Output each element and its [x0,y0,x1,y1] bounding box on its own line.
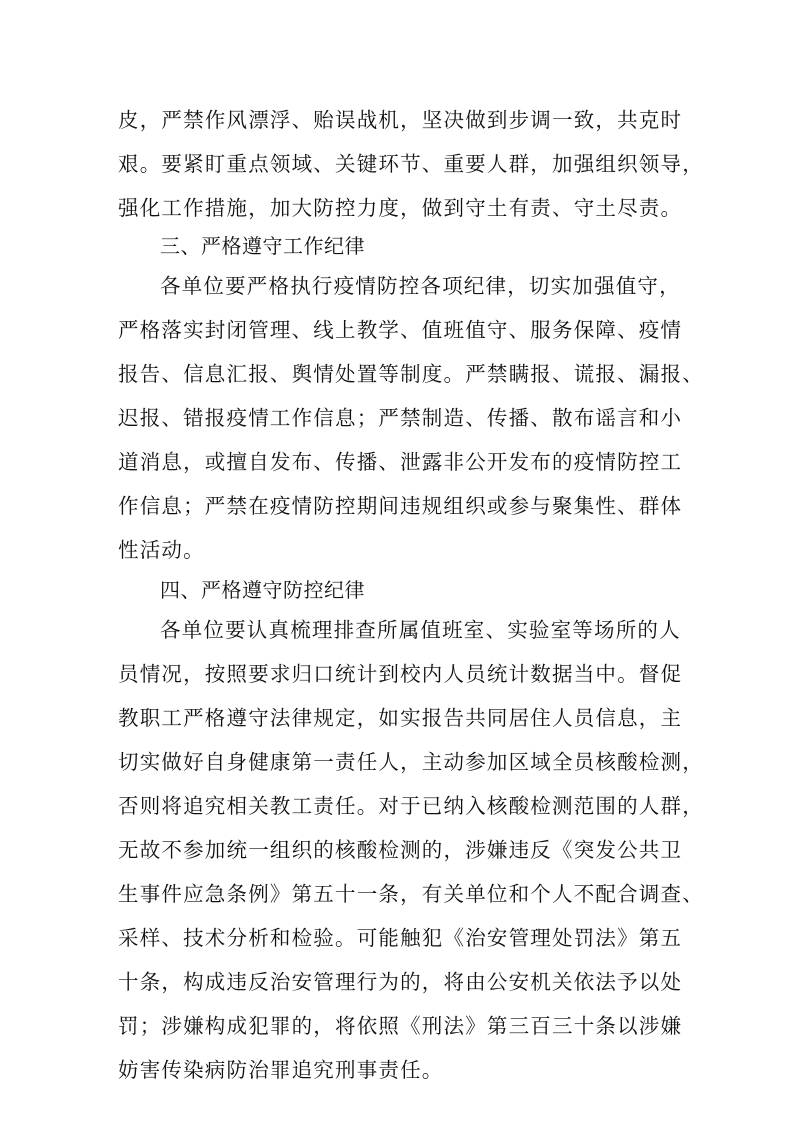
paragraph-line: 性活动。 [118,538,205,562]
paragraph-line: 妨害传染病防治罪追究刑事责任。 [118,1058,444,1082]
paragraph-line: 无故不参加统一组织的核酸检测的，涉嫌违反《突发公共卫 [118,838,683,862]
paragraph-line: 罚；涉嫌构成犯罪的，将依照《刑法》第三百三十条以涉嫌 [118,1014,683,1038]
paragraph-line: 皮，严禁作风漂浮、贻误战机，坚决做到步调一致，共克时 [118,108,683,132]
paragraph-line: 报告、信息汇报、舆情处置等制度。严禁瞒报、谎报、漏报、 [118,362,704,386]
paragraph-line: 教职工严格遵守法律规定，如实报告共同居住人员信息，主 [118,706,683,730]
paragraph-line: 各单位要认真梳理排查所属值班室、实验室等场所的人 [160,618,681,642]
paragraph-line: 强化工作措施，加大防控力度，做到守土有责、守土尽责。 [118,196,683,220]
paragraph-line: 严格落实封闭管理、线上教学、值班值守、服务保障、疫情 [118,318,683,342]
paragraph-line: 道消息，或擅自发布、传播、泄露非公开发布的疫情防控工 [118,450,683,474]
paragraph-line: 十条，构成违反治安管理行为的，将由公安机关依法予以处 [118,970,683,994]
paragraph-line: 切实做好自身健康第一责任人，主动参加区域全员核酸检测， [118,750,704,774]
paragraph-line: 员情况，按照要求归口统计到校内人员统计数据当中。督促 [118,662,683,686]
paragraph-line: 迟报、错报疫情工作信息；严禁制造、传播、散布谣言和小 [118,406,683,430]
section-heading-3: 三、严格遵守工作纪律 [160,234,365,258]
paragraph-line: 生事件应急条例》第五十一条，有关单位和个人不配合调查、 [118,882,704,906]
paragraph-line: 各单位要严格执行疫情防控各项纪律，切实加强值守， [160,274,681,298]
paragraph-line: 作信息；严禁在疫情防控期间违规组织或参与聚集性、群体 [118,494,683,518]
section-heading-4: 四、严格遵守防控纪律 [160,578,365,602]
paragraph-line: 否则将追究相关教工责任。对于已纳入核酸检测范围的人群， [118,794,704,818]
paragraph-line: 采样、技术分析和检验。可能触犯《治安管理处罚法》第五 [118,926,683,950]
paragraph-line: 艰。要紧盯重点领域、关键环节、重要人群，加强组织领导， [118,152,704,176]
